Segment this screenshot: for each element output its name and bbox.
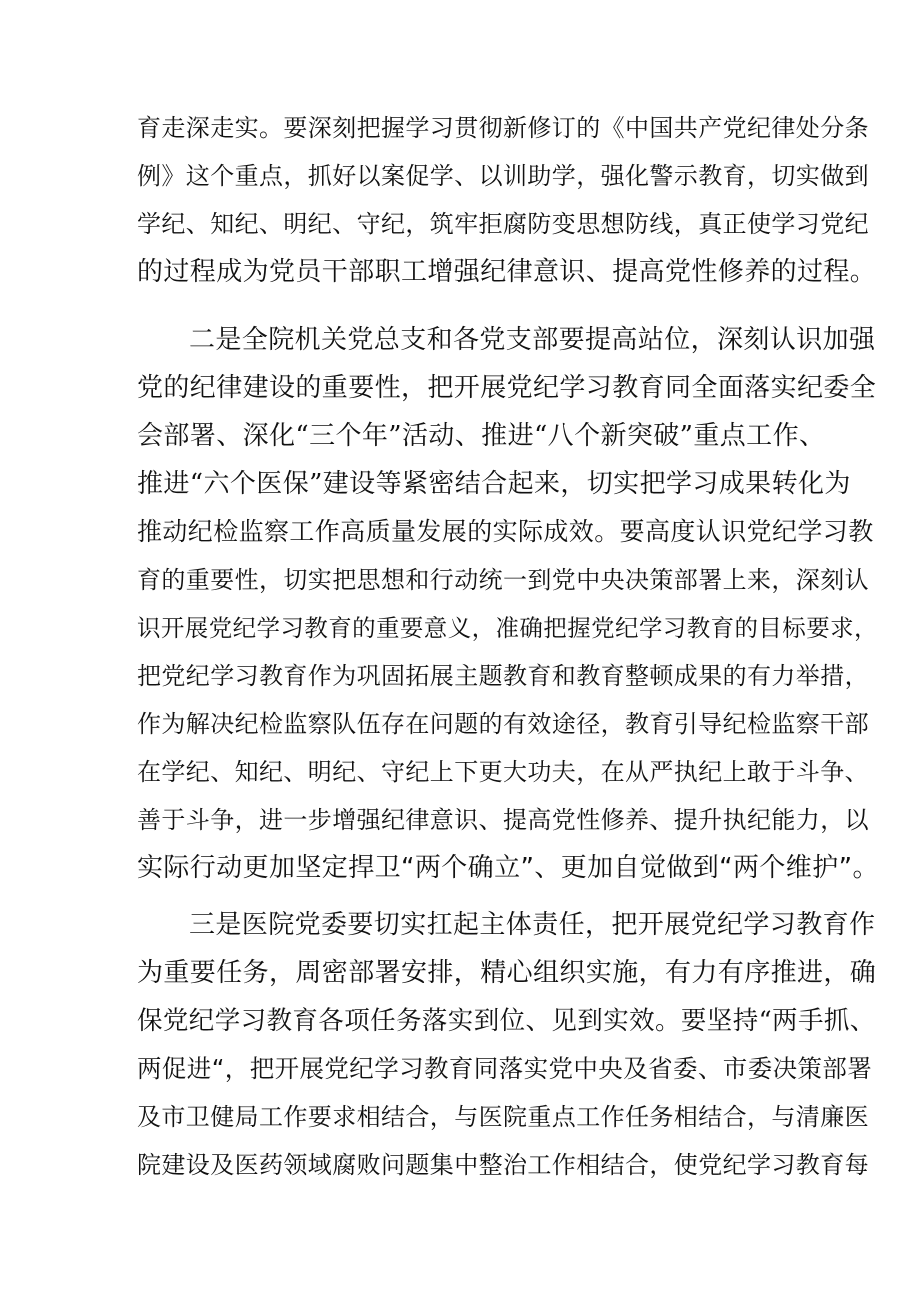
text-line: 把党纪学习教育作为巩固拓展主题教育和教育整顿成果的有力举措， — [137, 662, 869, 690]
paragraph-first-line: 三是医院党委要切实扛起主体责任，把开展党纪学习教育作 — [189, 910, 876, 940]
text-line: 作为解决纪检监察队伍存在问题的有效途径，教育引导纪检监察干部 — [137, 710, 869, 738]
paragraph-first-line: 二是全院机关党总支和各党支部要提高站位，深刻认识加强 — [189, 325, 876, 355]
text-line: 育的重要性，切实把思想和行动统一到党中央决策部署上来，深刻认 — [137, 566, 869, 594]
text-line: 会部署、深化“三个年”活动、推进“八个新突破”重点工作、 — [137, 421, 826, 451]
text-line: 为重要任务，周密部署安排，精心组织实施，有力有序推进，确 — [137, 958, 877, 988]
text-line: 推动纪检监察工作高质量发展的实际成效。要高度认识党纪学习教 — [137, 517, 874, 546]
text-line: 及市卫健局工作要求相结合，与医院重点工作任务相结合，与清廉医 — [137, 1103, 869, 1131]
text-line: 学纪、知纪、明纪、守纪，筑牢拒腐防变思想防线，真正使学习党纪 — [137, 210, 869, 238]
text-line: 实际行动更加坚定捍卫“两个确立”、更加自觉做到“两个维护”。 — [137, 853, 879, 883]
text-line: 的过程成为党员干部职工增强纪律意识、提高党性修养的过程。 — [137, 257, 877, 287]
text-line: 在学纪、知纪、明纪、守纪上下更大功夫，在从严执纪上敢于斗争、 — [137, 758, 869, 786]
text-line: 推进“六个医保”建设等紧密结合起来，切实把学习成果转化为 — [137, 469, 851, 499]
text-line: 两促进“，把开展党纪学习教育同落实党中央及省委、市委决策部署 — [137, 1054, 873, 1083]
text-line: 育走深走实。要深刻把握学习贯彻新修订的《中国共产党纪律处分条 — [137, 114, 869, 142]
text-line: 例》这个重点，抓好以案促学、以训助学，强化警示教育，切实做到 — [137, 162, 869, 190]
text-line: 识开展党纪学习教育的重要意义，准确把握党纪学习教育的目标要求， — [137, 614, 878, 642]
text-line: 保党纪学习教育各项任务落实到位、见到实效。要坚持“两手抓、 — [137, 1006, 876, 1036]
text-line: 善于斗争，进一步增强纪律意识、提高党性修养、提升执纪能力，以 — [137, 806, 869, 834]
text-line: 院建设及医药领域腐败问题集中整治工作相结合，使党纪学习教育每 — [137, 1151, 869, 1179]
text-line: 党的纪律建设的重要性，把开展党纪学习教育同全面落实纪委全 — [137, 373, 877, 403]
